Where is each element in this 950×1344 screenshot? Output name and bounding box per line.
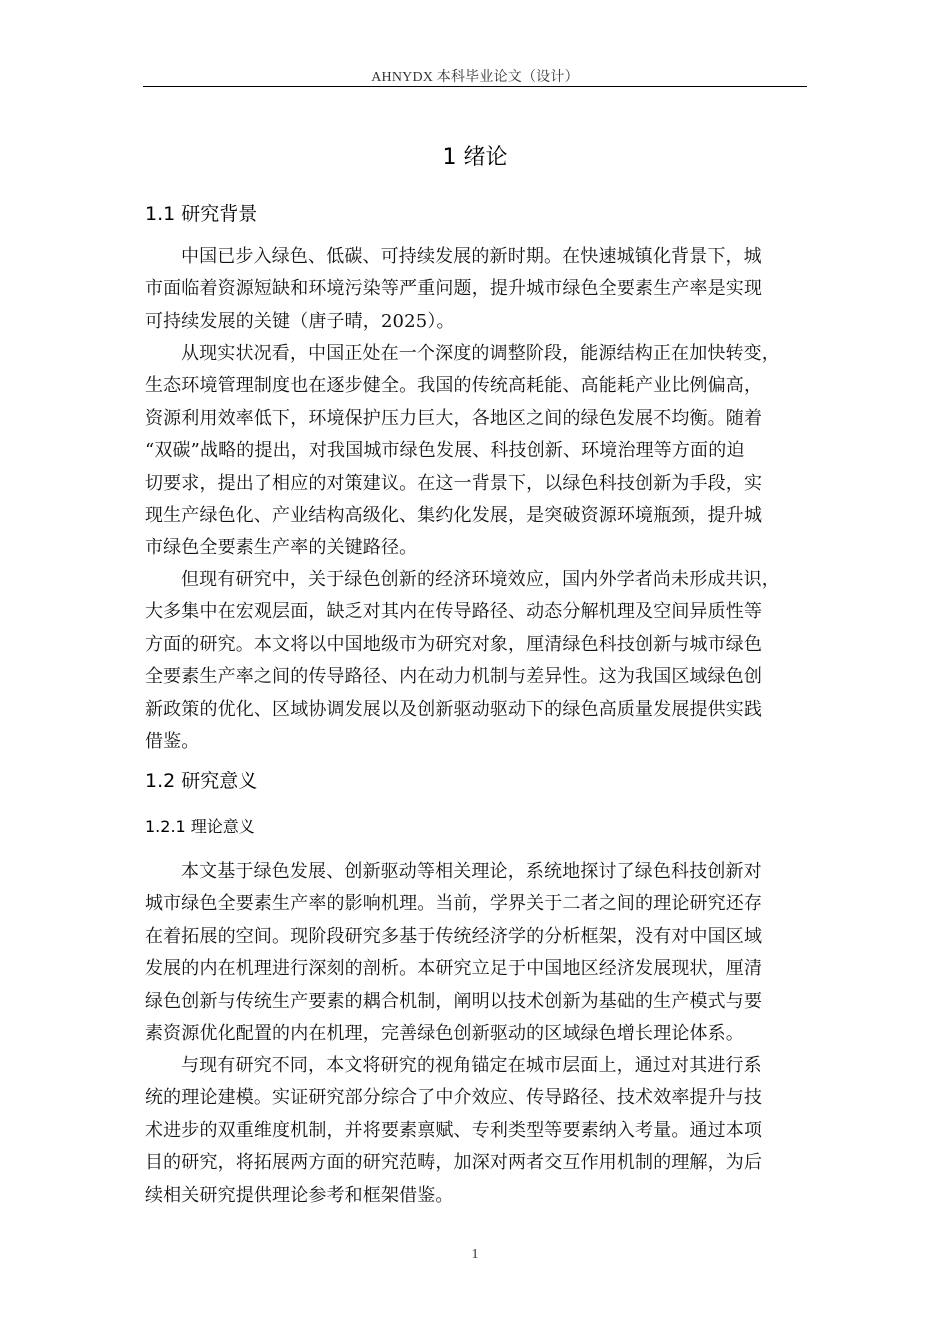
paragraph-line: 从现实状况看，中国正处在一个深度的调整阶段，能源结构正在加快转变， [181, 343, 780, 364]
paragraph-line: 方面的研究。本文将以中国地级市为研究对象，厘清绿色科技创新与城市绿色 [145, 633, 763, 655]
paragraph-background-1 [145, 241, 809, 338]
paragraph-line: 术进步的双重维度机制，并将要素禀赋、专利类型等要素纳入考量。通过本项 [145, 1119, 763, 1141]
paragraph-line: 生态环境管理制度也在逐步健全。我国的传统高耗能、高能耗产业比例偏高， [145, 375, 763, 397]
paragraph-line: 城市绿色全要素生产率的影响机理。当前，学界关于二者之间的理论研究还存 [145, 893, 763, 915]
chapter-title: 1 绪论 [442, 145, 508, 170]
paragraph-line: 现生产绿色化、产业结构高级化、集约化发展，是突破资源环境瓶颈，提升城 [145, 504, 763, 526]
paragraph-background-2 [145, 338, 809, 565]
paragraph-line: 新政策的优化、区域协调发展以及创新驱动驱动下的绿色高质量发展提供实践 [145, 698, 763, 720]
paragraph-line: 市面临着资源短缺和环境污染等严重问题，提升城市绿色全要素生产率是实现 [145, 278, 763, 300]
header-rule [143, 86, 807, 87]
paragraph-line: 中国已步入绿色、低碳、可持续发展的新时期。在快速城镇化背景下，城 [181, 246, 762, 267]
paragraph-line: 切要求，提出了相应的对策建议。在这一背景下，以绿色科技创新为手段，实 [145, 472, 763, 494]
paragraph-line: 大多集中在宏观层面，缺乏对其内在传导路径、动态分解机理及空间异质性等 [145, 601, 763, 623]
paragraph-theory-2 [145, 1050, 809, 1212]
running-header: AHNYDX 本科毕业论文（设计） [371, 70, 579, 85]
paragraph-line: 资源利用效率低下，环境保护压力巨大，各地区之间的绿色发展不均衡。随着 [145, 407, 763, 429]
paragraph-theory-1 [145, 856, 809, 1050]
paragraph-line: “双碳”战略的提出，对我国城市绿色发展、科技创新、环境治理等方面的迫 [145, 440, 745, 462]
section-heading-1-1: 1.1 研究背景 [145, 203, 258, 225]
paragraph-line: 目的研究，将拓展两方面的研究范畴，加深对两者交互作用机制的理解，为后 [145, 1152, 763, 1174]
subsection-heading-1-2-1: 1.2.1 理论意义 [145, 817, 255, 836]
paragraph-line: 借鉴。 [145, 730, 200, 752]
paragraph-line: 发展的内在机理进行深刻的剖析。本研究立足于中国地区经济发展现状，厘清 [145, 958, 763, 980]
paragraph-line: 市绿色全要素生产率的关键路径。 [145, 537, 418, 559]
paragraph-line: 在着拓展的空间。现阶段研究多基于传统经济学的分析框架，没有对中国区域 [145, 925, 763, 947]
section-heading-1-2: 1.2 研究意义 [145, 770, 258, 792]
paragraph-line: 本文基于绿色发展、创新驱动等相关理论，系统地探讨了绿色科技创新对 [181, 861, 762, 882]
paragraph-line: 续相关研究提供理论参考和框架借鉴。 [145, 1184, 454, 1206]
paragraph-line: 全要素生产率之间的传导路径、内在动力机制与差异性。这为我国区域绿色创 [145, 666, 763, 688]
paragraph-line: 素资源优化配置的内在机理，完善绿色创新驱动的区域绿色增长理论体系。 [145, 1022, 744, 1044]
paragraph-line: 与现有研究不同，本文将研究的视角锚定在城市层面上，通过对其进行系 [181, 1055, 762, 1076]
paragraph-line: 但现有研究中，关于绿色创新的经济环境效应，国内外学者尚未形成共识， [181, 569, 780, 590]
paragraph-line: 绿色创新与传统生产要素的耦合机制，阐明以技术创新为基础的生产模式与要 [145, 990, 763, 1012]
paragraph-line: 统的理论建模。实证研究部分综合了中介效应、传导路径、技术效率提升与技 [145, 1087, 763, 1109]
page-number: 1 [471, 1247, 479, 1262]
paragraph-line: 可持续发展的关键（唐子晴，2025）。 [145, 310, 455, 332]
paragraph-background-3 [145, 564, 809, 758]
